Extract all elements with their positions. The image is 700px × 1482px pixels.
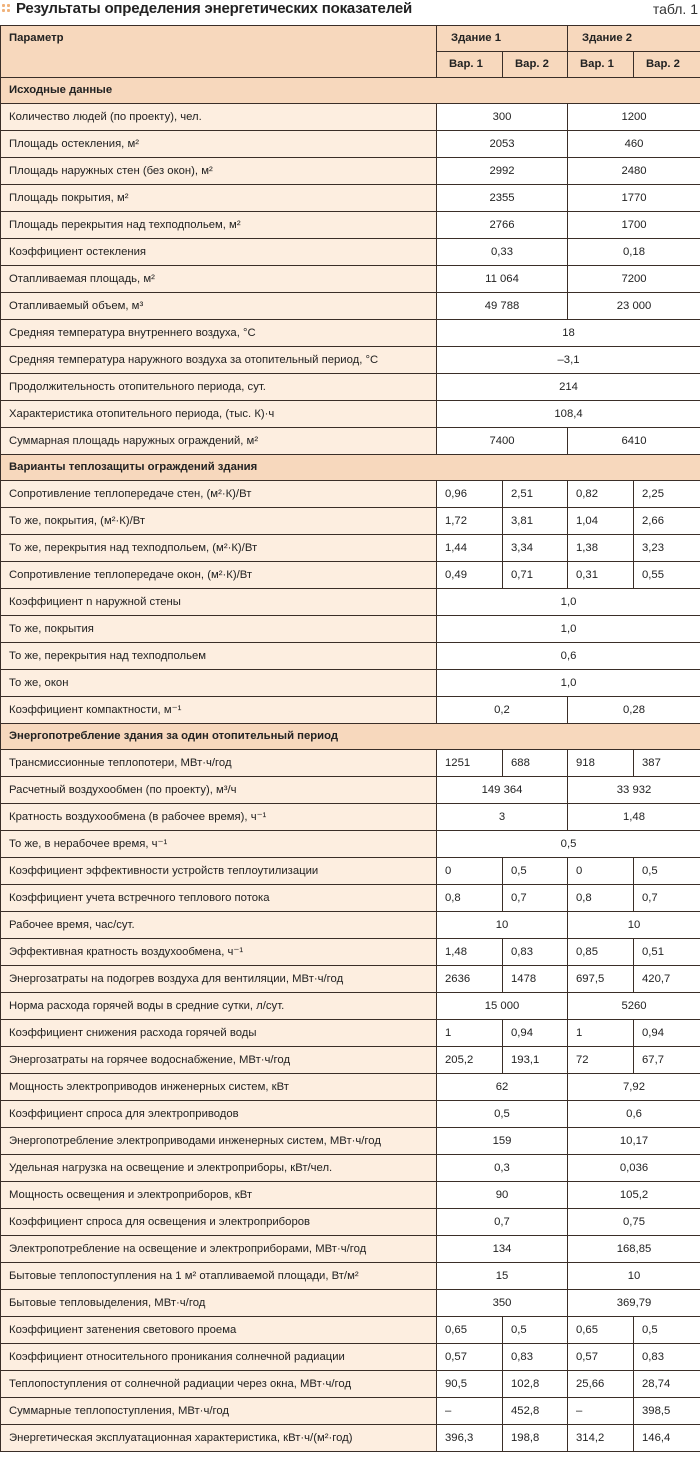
value-cell: 10 — [437, 912, 568, 939]
value-cell: 0,94 — [503, 1020, 568, 1047]
table-header-bar — [0, 0, 700, 22]
value-cell: 28,74 — [634, 1371, 700, 1398]
value-cell: – — [568, 1398, 634, 1425]
parameter-cell: Отапливаемый объем, м³ — [1, 293, 437, 320]
table-row — [1, 697, 700, 724]
value-cell: 3,81 — [503, 508, 568, 535]
column-header-building-1: Здание 1 — [437, 26, 568, 52]
value-cell: 0,28 — [568, 697, 700, 724]
parameter-cell: Рабочее время, час/сут. — [1, 912, 437, 939]
table-row — [1, 293, 700, 320]
value-cell: 168,85 — [568, 1236, 700, 1263]
column-header-parameter: Параметр — [1, 26, 437, 78]
table-row — [1, 1371, 700, 1398]
value-cell: 193,1 — [503, 1047, 568, 1074]
parameter-cell: Коэффициент спроса для электроприводов — [1, 1101, 437, 1128]
parameter-cell: Коэффициент остекления — [1, 239, 437, 266]
parameter-cell: Бытовые тепловыделения, МВт·ч/год — [1, 1290, 437, 1317]
parameter-cell: Продолжительность отопительного периода, сут. — [1, 374, 437, 401]
table-row — [1, 1074, 700, 1101]
value-cell: 0,18 — [568, 239, 700, 266]
parameter-cell: Электропотребление на освещение и электроприборами, МВт·ч/год — [1, 1236, 437, 1263]
section-header-row — [1, 724, 700, 750]
value-cell: 0,85 — [568, 939, 634, 966]
value-cell: 2766 — [437, 212, 568, 239]
value-cell: 0,2 — [437, 697, 568, 724]
table-row — [1, 428, 700, 455]
parameter-cell: Коэффициент n наружной стены — [1, 589, 437, 616]
table-row — [1, 212, 700, 239]
value-cell: 3,23 — [634, 535, 700, 562]
value-cell: 2,51 — [503, 481, 568, 508]
value-cell: 0,3 — [437, 1155, 568, 1182]
value-cell: 0,75 — [568, 1209, 700, 1236]
value-cell: 1770 — [568, 185, 700, 212]
table-row — [1, 777, 700, 804]
value-cell: 0,83 — [503, 1344, 568, 1371]
table-row — [1, 131, 700, 158]
value-cell: 0,57 — [437, 1344, 503, 1371]
table-row — [1, 508, 700, 535]
value-cell: 0,49 — [437, 562, 503, 589]
value-cell: 159 — [437, 1128, 568, 1155]
table-row — [1, 589, 700, 616]
parameter-cell: Коэффициент учета встречного теплового потока — [1, 885, 437, 912]
bullet-dots-icon — [2, 4, 11, 16]
parameter-cell: Средняя температура наружного воздуха за отопительный период, °С — [1, 347, 437, 374]
parameter-cell: Коэффициент затенения светового проема — [1, 1317, 437, 1344]
value-cell: 6410 — [568, 428, 700, 455]
parameter-cell: Норма расхода горячей воды в средние сутки, л/сут. — [1, 993, 437, 1020]
value-cell: 11 064 — [437, 266, 568, 293]
value-cell: 0,5 — [437, 831, 700, 858]
table-row — [1, 1047, 700, 1074]
parameter-cell: Коэффициент спроса для освещения и электроприборов — [1, 1209, 437, 1236]
value-cell: 33 932 — [568, 777, 700, 804]
value-cell: 18 — [437, 320, 700, 347]
value-cell: 2636 — [437, 966, 503, 993]
table-row — [1, 643, 700, 670]
value-cell: 1,04 — [568, 508, 634, 535]
value-cell: 10 — [568, 1263, 700, 1290]
value-cell: 1 — [437, 1020, 503, 1047]
table-row — [1, 1425, 700, 1452]
value-cell: 2480 — [568, 158, 700, 185]
table-row — [1, 185, 700, 212]
parameter-cell: Энергетическая эксплуатационная характеристика, кВт·ч/(м²·год) — [1, 1425, 437, 1452]
value-cell: 1,0 — [437, 589, 700, 616]
value-cell: 1200 — [568, 104, 700, 131]
parameter-cell: То же, покрытия, (м²·К)/Вт — [1, 508, 437, 535]
parameter-cell: Кратность воздухообмена (в рабочее время), ч⁻¹ — [1, 804, 437, 831]
value-cell: 198,8 — [503, 1425, 568, 1452]
value-cell: 1,0 — [437, 616, 700, 643]
value-cell: 0,31 — [568, 562, 634, 589]
value-cell: 0,83 — [503, 939, 568, 966]
parameter-cell: Мощность электроприводов инженерных систем, кВт — [1, 1074, 437, 1101]
value-cell: 5260 — [568, 993, 700, 1020]
value-cell: 49 788 — [437, 293, 568, 320]
table-row — [1, 1020, 700, 1047]
value-cell: 1,48 — [568, 804, 700, 831]
value-cell: 314,2 — [568, 1425, 634, 1452]
value-cell: 398,5 — [634, 1398, 700, 1425]
table-number: табл. 1 — [652, 1, 698, 17]
table-row — [1, 1398, 700, 1425]
table-row — [1, 670, 700, 697]
parameter-cell: Суммарная площадь наружных ограждений, м² — [1, 428, 437, 455]
value-cell: 146,4 — [634, 1425, 700, 1452]
table-row — [1, 1317, 700, 1344]
table-row — [1, 1344, 700, 1371]
value-cell: 1,38 — [568, 535, 634, 562]
table-title: Результаты определения энергетических показателей — [16, 0, 412, 17]
parameter-cell: То же, перекрытия над техподпольем — [1, 643, 437, 670]
table-row — [1, 1182, 700, 1209]
section-title: Исходные данные — [1, 78, 700, 104]
value-cell: 214 — [437, 374, 700, 401]
value-cell: 108,4 — [437, 401, 700, 428]
value-cell: 0,96 — [437, 481, 503, 508]
parameter-cell: Коэффициент эффективности устройств теплоутилизации — [1, 858, 437, 885]
value-cell: 7400 — [437, 428, 568, 455]
column-header-building-2: Здание 2 — [568, 26, 700, 52]
table-row — [1, 374, 700, 401]
value-cell: 0,55 — [634, 562, 700, 589]
parameter-cell: Характеристика отопительного периода, (тыс. К)·ч — [1, 401, 437, 428]
value-cell: 387 — [634, 750, 700, 777]
table-row — [1, 266, 700, 293]
parameter-cell: Суммарные теплопоступления, МВт·ч/год — [1, 1398, 437, 1425]
column-header-b2-var1: Вар. 1 — [568, 52, 634, 78]
table-row — [1, 1209, 700, 1236]
value-cell: 1,44 — [437, 535, 503, 562]
value-cell: 134 — [437, 1236, 568, 1263]
value-cell: 350 — [437, 1290, 568, 1317]
section-title: Энергопотребление здания за один отопительный период — [1, 724, 700, 750]
value-cell: 460 — [568, 131, 700, 158]
value-cell: 0,7 — [437, 1209, 568, 1236]
table-row — [1, 885, 700, 912]
parameter-cell: Энергопотребление электроприводами инженерных систем, МВт·ч/год — [1, 1128, 437, 1155]
table-row — [1, 239, 700, 266]
parameter-cell: То же, в нерабочее время, ч⁻¹ — [1, 831, 437, 858]
table-row — [1, 320, 700, 347]
value-cell: 105,2 — [568, 1182, 700, 1209]
value-cell: 369,79 — [568, 1290, 700, 1317]
table-row — [1, 535, 700, 562]
table-row — [1, 966, 700, 993]
value-cell: 1700 — [568, 212, 700, 239]
value-cell: 205,2 — [437, 1047, 503, 1074]
parameter-cell: Трансмиссионные теплопотери, МВт·ч/год — [1, 750, 437, 777]
value-cell: 2,25 — [634, 481, 700, 508]
value-cell: 67,7 — [634, 1047, 700, 1074]
parameter-cell: Энергозатраты на подогрев воздуха для вентиляции, МВт·ч/год — [1, 966, 437, 993]
value-cell: 3 — [437, 804, 568, 831]
value-cell: 0,7 — [503, 885, 568, 912]
parameter-cell: Площадь покрытия, м² — [1, 185, 437, 212]
table-row — [1, 104, 700, 131]
results-table — [0, 25, 700, 1452]
value-cell: 0 — [568, 858, 634, 885]
parameter-cell: Мощность освещения и электроприборов, кВт — [1, 1182, 437, 1209]
value-cell: 25,66 — [568, 1371, 634, 1398]
value-cell: 2355 — [437, 185, 568, 212]
value-cell: 918 — [568, 750, 634, 777]
table-row — [1, 1155, 700, 1182]
value-cell: 697,5 — [568, 966, 634, 993]
value-cell: 2,66 — [634, 508, 700, 535]
parameter-cell: Отапливаемая площадь, м² — [1, 266, 437, 293]
value-cell: –3,1 — [437, 347, 700, 374]
value-cell: 420,7 — [634, 966, 700, 993]
value-cell: 0,5 — [634, 858, 700, 885]
value-cell: 0,82 — [568, 481, 634, 508]
value-cell: 0,8 — [437, 885, 503, 912]
value-cell: 396,3 — [437, 1425, 503, 1452]
parameter-cell: Сопротивление теплопередаче стен, (м²·К)/Вт — [1, 481, 437, 508]
table-row — [1, 562, 700, 589]
value-cell: 15 — [437, 1263, 568, 1290]
parameter-cell: То же, перекрытия над техподпольем, (м²·К)/Вт — [1, 535, 437, 562]
value-cell: 10,17 — [568, 1128, 700, 1155]
value-cell: 72 — [568, 1047, 634, 1074]
table-row — [1, 993, 700, 1020]
parameter-cell: Теплопоступления от солнечной радиации через окна, МВт·ч/год — [1, 1371, 437, 1398]
value-cell: 10 — [568, 912, 700, 939]
value-cell: 2992 — [437, 158, 568, 185]
value-cell: 1251 — [437, 750, 503, 777]
value-cell: 0,7 — [634, 885, 700, 912]
table-row — [1, 858, 700, 885]
value-cell: 0,6 — [437, 643, 700, 670]
parameter-cell: Площадь остекления, м² — [1, 131, 437, 158]
parameter-cell: То же, покрытия — [1, 616, 437, 643]
value-cell: – — [437, 1398, 503, 1425]
parameter-cell: Сопротивление теплопередаче окон, (м²·К)/Вт — [1, 562, 437, 589]
parameter-cell: Энергозатраты на горячее водоснабжение, МВт·ч/год — [1, 1047, 437, 1074]
parameter-cell: Удельная нагрузка на освещение и электроприборы, кВт/чел. — [1, 1155, 437, 1182]
value-cell: 452,8 — [503, 1398, 568, 1425]
table-row — [1, 1290, 700, 1317]
value-cell: 0,5 — [503, 1317, 568, 1344]
value-cell: 0,5 — [503, 858, 568, 885]
value-cell: 0,8 — [568, 885, 634, 912]
value-cell: 0,6 — [568, 1101, 700, 1128]
value-cell: 0,57 — [568, 1344, 634, 1371]
parameter-cell: То же, окон — [1, 670, 437, 697]
value-cell: 15 000 — [437, 993, 568, 1020]
value-cell: 300 — [437, 104, 568, 131]
section-title: Варианты теплозащиты ограждений здания — [1, 455, 700, 481]
value-cell: 0,51 — [634, 939, 700, 966]
value-cell: 1,72 — [437, 508, 503, 535]
value-cell: 7,92 — [568, 1074, 700, 1101]
value-cell: 1 — [568, 1020, 634, 1047]
table-row — [1, 481, 700, 508]
table-row — [1, 616, 700, 643]
parameter-cell: Коэффициент снижения расхода горячей воды — [1, 1020, 437, 1047]
value-cell: 688 — [503, 750, 568, 777]
value-cell: 1478 — [503, 966, 568, 993]
table-row — [1, 1263, 700, 1290]
table-row — [1, 939, 700, 966]
table-row — [1, 1128, 700, 1155]
table-row — [1, 158, 700, 185]
table-row — [1, 831, 700, 858]
value-cell: 102,8 — [503, 1371, 568, 1398]
value-cell: 149 364 — [437, 777, 568, 804]
parameter-cell: Бытовые теплопоступления на 1 м² отапливаемой площади, Вт/м² — [1, 1263, 437, 1290]
parameter-cell: Коэффициент относительного проникания солнечной радиации — [1, 1344, 437, 1371]
value-cell: 90 — [437, 1182, 568, 1209]
value-cell: 0,5 — [437, 1101, 568, 1128]
table-row — [1, 1101, 700, 1128]
table-row — [1, 750, 700, 777]
section-header-row — [1, 455, 700, 481]
value-cell: 62 — [437, 1074, 568, 1101]
value-cell: 1,48 — [437, 939, 503, 966]
table-row — [1, 804, 700, 831]
section-header-row — [1, 78, 700, 104]
parameter-cell: Эффективная кратность воздухообмена, ч⁻¹ — [1, 939, 437, 966]
parameter-cell: Средняя температура внутреннего воздуха, °С — [1, 320, 437, 347]
parameter-cell: Коэффициент компактности, м⁻¹ — [1, 697, 437, 724]
value-cell: 90,5 — [437, 1371, 503, 1398]
value-cell: 0,33 — [437, 239, 568, 266]
table-row — [1, 401, 700, 428]
value-cell: 7200 — [568, 266, 700, 293]
parameter-cell: Площадь перекрытия над техподпольем, м² — [1, 212, 437, 239]
column-header-b1-var2: Вар. 2 — [503, 52, 568, 78]
value-cell: 0,94 — [634, 1020, 700, 1047]
column-header-b1-var1: Вар. 1 — [437, 52, 503, 78]
value-cell: 0,5 — [634, 1317, 700, 1344]
value-cell: 0,036 — [568, 1155, 700, 1182]
value-cell: 2053 — [437, 131, 568, 158]
value-cell: 0,83 — [634, 1344, 700, 1371]
value-cell: 1,0 — [437, 670, 700, 697]
table-row — [1, 1236, 700, 1263]
parameter-cell: Площадь наружных стен (без окон), м² — [1, 158, 437, 185]
value-cell: 0,71 — [503, 562, 568, 589]
parameter-cell: Количество людей (по проекту), чел. — [1, 104, 437, 131]
value-cell: 23 000 — [568, 293, 700, 320]
value-cell: 0 — [437, 858, 503, 885]
parameter-cell: Расчетный воздухообмен (по проекту), м³/ч — [1, 777, 437, 804]
value-cell: 3,34 — [503, 535, 568, 562]
table-row — [1, 912, 700, 939]
column-header-b2-var2: Вар. 2 — [634, 52, 700, 78]
table-row — [1, 347, 700, 374]
value-cell: 0,65 — [568, 1317, 634, 1344]
value-cell: 0,65 — [437, 1317, 503, 1344]
